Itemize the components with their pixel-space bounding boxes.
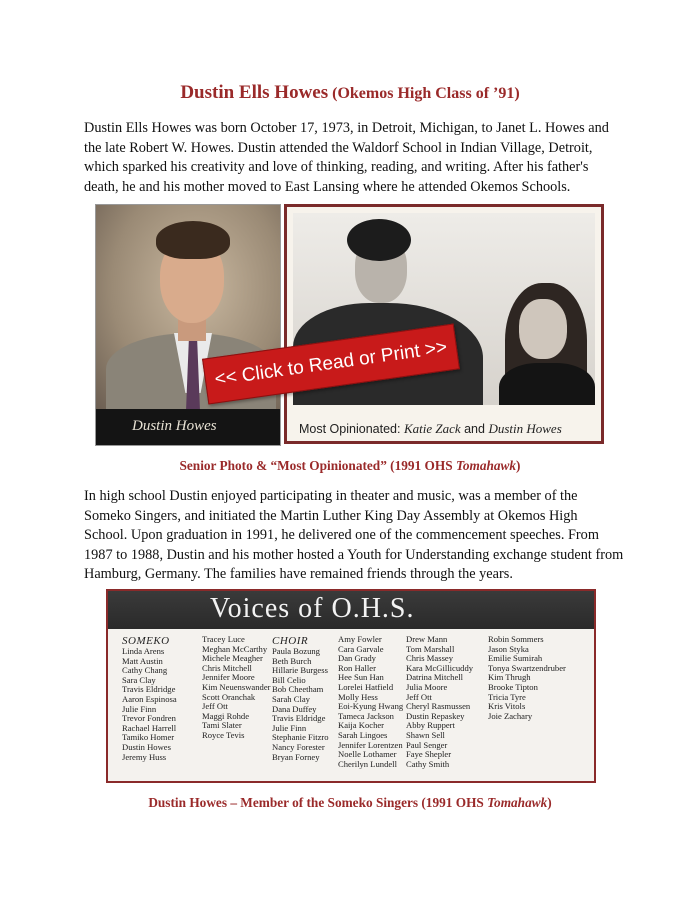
voices-name: Kara McGillicuddy — [406, 662, 474, 673]
voices-name: Faye Shepler — [406, 749, 452, 760]
voices-name: Jennifer Moore — [202, 672, 255, 683]
voices-column — [488, 635, 566, 721]
senior-photo — [95, 204, 281, 446]
someko-caption — [0, 795, 700, 811]
voices-name: Eoi-Kyung Hwang — [338, 701, 404, 712]
voices-name: Royce Tevis — [202, 729, 245, 740]
title-name: Dustin Ells Howes — [180, 82, 329, 103]
voices-name: Dan Grady — [338, 653, 376, 664]
voices-name: Molly Hess — [338, 691, 378, 702]
voices-name: Travis Eldridge — [122, 684, 176, 695]
voices-name: Nancy Forester — [272, 741, 325, 752]
caption1-italic: Tomahawk — [455, 458, 517, 473]
voices-name: Stephanie Fitzro — [272, 732, 329, 743]
caption2-text: Dustin Howes – Member of the Someko Singers (1991 OHS — [148, 795, 488, 810]
voices-name: Jeremy Huss — [122, 751, 167, 762]
voices-name: Cathy Chang — [122, 665, 168, 676]
voices-name: Michele Meagher — [202, 653, 263, 664]
voices-name: Cara Garvale — [338, 643, 384, 654]
highschool-paragraph: In high school Dustin enjoyed participating in theater and music, was a member of the Someko Singers, and initiated the Martin Luther King Day Assembly at Okemos High School. Upon graduation in 1991, he delivered one of the commencement speeches. From 1987 to 1988, Dustin and his mother hosted a Youth for Understanding exchange student from Hamburg, Germany. The families have remained friends through the years. — [84, 488, 624, 582]
voices-name: Aaron Espinosa — [122, 693, 177, 704]
voices-of-ohs-image — [106, 589, 596, 783]
voices-name: Scott Oranchak — [202, 691, 256, 702]
voices-name: Abby Ruppert — [406, 720, 455, 731]
voices-name: Kaija Kocher — [338, 720, 385, 731]
voices-column — [406, 635, 473, 769]
voices-column — [202, 635, 271, 741]
caption2-italic: Tomahawk — [487, 795, 548, 810]
voices-name: Julia Moore — [406, 681, 448, 692]
voices-name: Brooke Tipton — [488, 681, 538, 692]
voices-name: Jeff Ott — [406, 691, 432, 702]
title-class: (Okemos High Class of ’91) — [332, 85, 520, 102]
voices-name: Paul Senger — [406, 739, 448, 750]
voices-column-head: CHOIR — [272, 635, 309, 647]
voices-name: Cheryl Rasmussen — [406, 701, 471, 712]
voices-column-head: SOMEKO — [122, 635, 170, 647]
voices-name: Sara Clay — [122, 674, 156, 685]
voices-name: Chris Massey — [406, 653, 454, 664]
opinion-label: Most Opinionated: — [299, 422, 401, 436]
caption2-end: ) — [547, 795, 552, 810]
voices-name: Lorelei Hatfield — [338, 681, 394, 692]
voices-name: Bill Celio — [272, 674, 306, 685]
voices-name: Hillarie Burgess — [272, 665, 328, 676]
voices-name: Noelle Lothamer — [338, 749, 397, 760]
voices-title: Voices of O.H.S. — [210, 593, 415, 624]
caption1-end: ) — [516, 458, 521, 473]
senior-photo-signature: Dustin Howes — [132, 418, 217, 434]
voices-name: Tami Slater — [202, 720, 242, 731]
opinion-and: and — [464, 422, 485, 436]
intro-paragraph: Dustin Ells Howes was born October 17, 1973, in Detroit, Michigan, to Janet L. Howes and the late Robert W. Howes. Dustin attended the Waldorf School in Indian Village, Detroit, which sparked his creativity and love of thinking, reading, and writing. After his father's death, he and his mother moved to East Lansing where he attended Okemos Schools. — [84, 120, 609, 195]
voices-name: Emilie Sumirah — [488, 653, 543, 664]
voices-name: Ron Haller — [338, 662, 376, 673]
voices-name: Rachael Harrell — [122, 722, 177, 733]
voices-name: Meghan McCarthy — [202, 643, 268, 654]
voices-name: Sarah Lingoes — [338, 729, 388, 740]
voices-column — [272, 635, 329, 762]
voices-name: Trevor Fondren — [122, 713, 176, 724]
voices-name: Kris Vitols — [488, 701, 526, 712]
voices-name: Shawn Sell — [406, 729, 445, 740]
voices-name: Sarah Clay — [272, 693, 310, 704]
voices-name: Robin Sommers — [488, 634, 544, 644]
voices-name: Jeff Ott — [202, 701, 228, 712]
voices-name: Tameca Jackson — [338, 710, 394, 721]
voices-name: Tamiko Homer — [122, 732, 175, 743]
voices-name: Kim Neuenswander — [202, 681, 271, 692]
photo-caption — [0, 458, 700, 474]
voices-name: Dana Duffey — [272, 703, 317, 714]
voices-name: Kim Thrugh — [488, 672, 531, 683]
voices-name: Joie Zachary — [488, 710, 533, 721]
opinion-name-2: Dustin Howes — [488, 421, 562, 436]
voices-column — [338, 635, 403, 769]
voices-name: Travis Eldridge — [272, 713, 326, 724]
click-to-read-button[interactable]: << Click to Read or Print >> — [202, 324, 460, 405]
voices-name: Maggi Rohde — [202, 710, 250, 721]
voices-name: Paula Bozung — [272, 646, 320, 656]
voices-column — [122, 635, 177, 762]
opinion-name-1: Katie Zack — [403, 421, 461, 436]
voices-name: Tom Marshall — [406, 643, 455, 654]
page-title — [0, 82, 700, 104]
voices-name: Matt Austin — [122, 655, 163, 666]
voices-name: Linda Arens — [122, 646, 165, 656]
voices-name: Tracey Luce — [202, 634, 245, 644]
voices-name: Julie Finn — [272, 722, 307, 733]
voices-name: Beth Burch — [272, 655, 312, 666]
voices-name: Jennifer Lorentzen — [338, 739, 403, 750]
voices-name: Amy Fowler — [338, 634, 382, 644]
voices-name: Dustin Repaskey — [406, 710, 465, 721]
voices-name: Drew Mann — [406, 634, 448, 644]
voices-name: Dustin Howes — [122, 741, 171, 752]
voices-name: Tricia Tyre — [488, 691, 526, 702]
voices-name: Tonya Swartzendruber — [488, 662, 566, 673]
opinion-caption — [299, 421, 562, 437]
voices-name: Cathy Smith — [406, 758, 450, 769]
voices-name: Julie Finn — [122, 703, 157, 714]
voices-name: Datrina Mitchell — [406, 672, 464, 683]
caption1-text: Senior Photo & “Most Opinionated” (1991 OHS — [179, 458, 456, 473]
voices-name: Cherilyn Lundell — [338, 758, 397, 769]
voices-name: Jason Styka — [488, 643, 529, 654]
voices-name: Bryan Forney — [272, 751, 320, 762]
voices-name: Bob Cheetham — [272, 684, 324, 695]
voices-name: Hee Sun Han — [338, 672, 384, 683]
voices-name: Chris Mitchell — [202, 662, 252, 673]
